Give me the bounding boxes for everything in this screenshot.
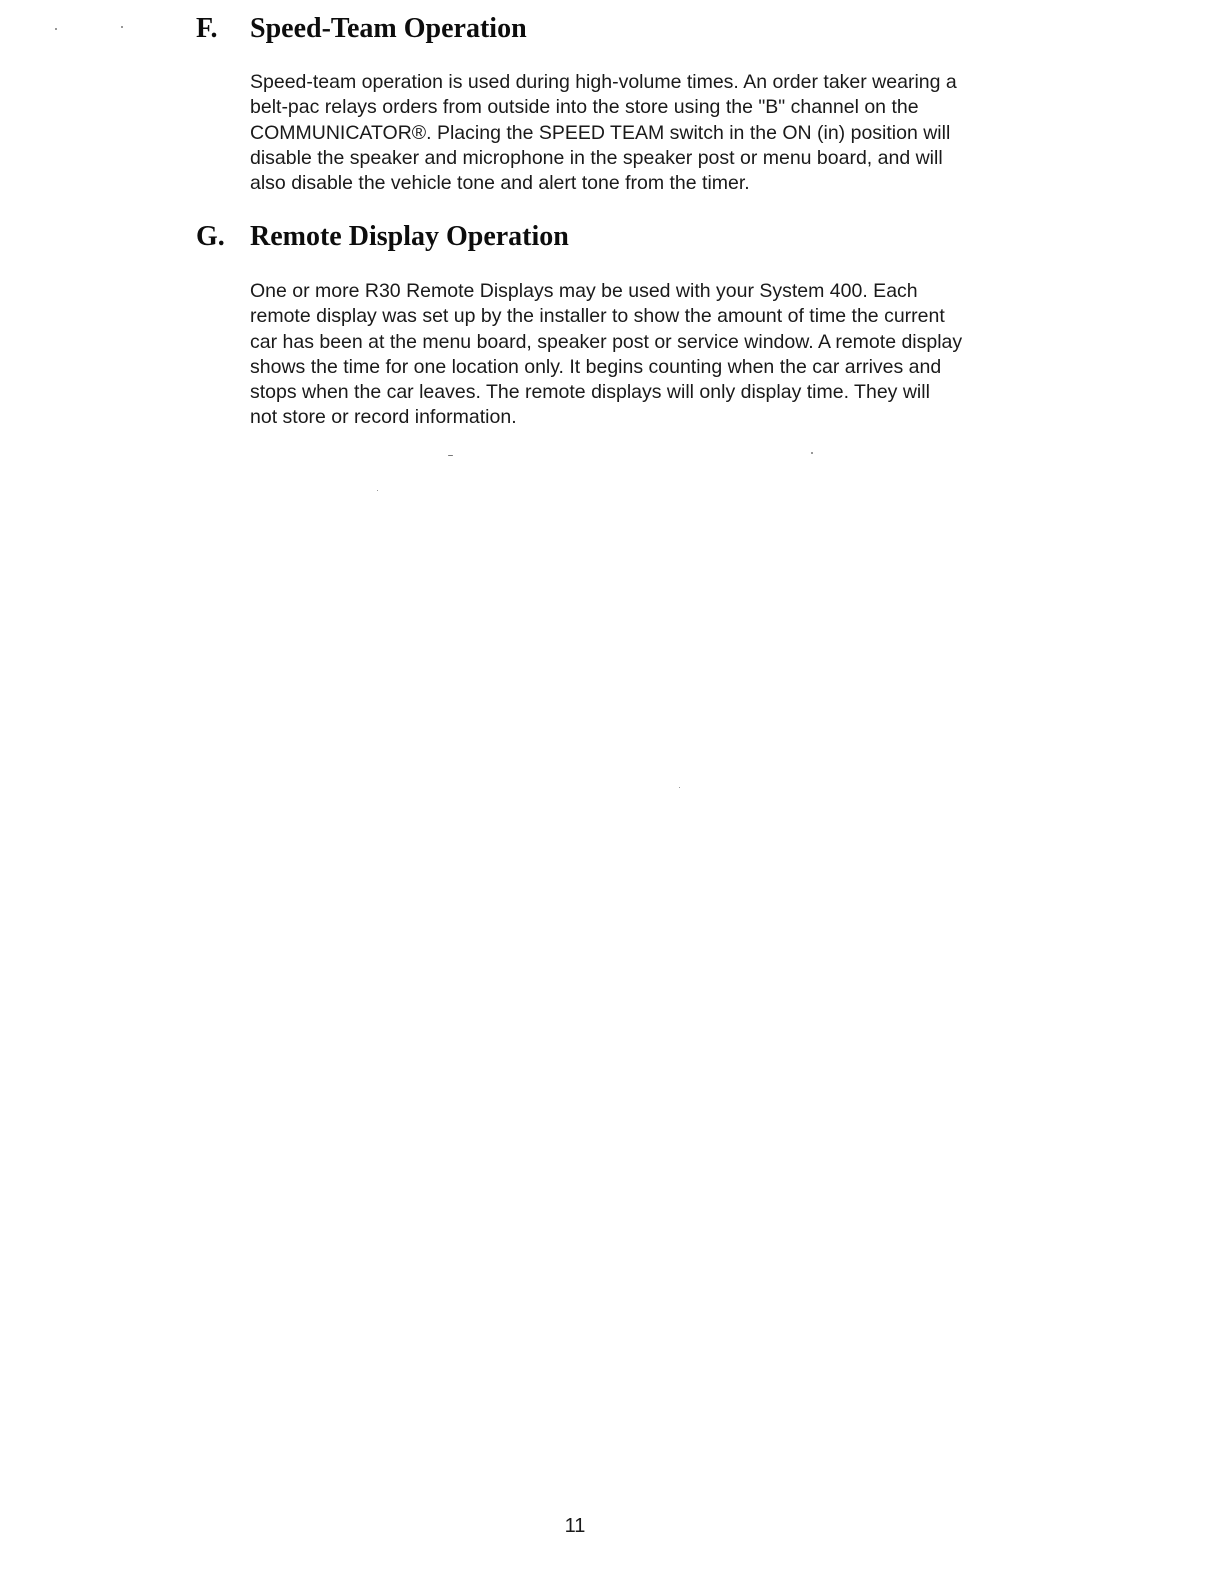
section-heading <box>196 12 527 46</box>
section-heading <box>196 220 569 254</box>
scan-speck <box>55 28 57 30</box>
paragraph-line: stops when the car leaves. The remote displays will only display time. They will <box>250 381 930 404</box>
section-letter: G. <box>196 221 225 252</box>
paragraph-line: remote display was set up by the installer to show the amount of time the current <box>250 305 945 328</box>
paragraph-line: Speed-team operation is used during high-volume times. An order taker wearing a <box>250 71 957 93</box>
page-number: 11 <box>564 1515 586 1537</box>
paragraph-line: One or more R30 Remote Displays may be used with your System 400. Each <box>250 280 918 302</box>
paragraph-line: shows the time for one location only. It begins counting when the car arrives and <box>250 355 942 378</box>
section-letter: F. <box>196 13 218 44</box>
scan-speck <box>377 490 378 491</box>
paragraph-line: disable the speaker and microphone in the speaker post or menu board, and will <box>250 146 943 169</box>
paragraph-line: also disable the vehicle tone and alert tone from the timer. <box>250 172 750 195</box>
section-title: Remote Display Operation <box>250 221 569 252</box>
scan-speck <box>121 26 123 28</box>
paragraph-line: belt-pac relays orders from outside into the store using the "B" channel on the <box>250 96 919 119</box>
scan-speck <box>448 455 453 456</box>
section-title: Speed-Team Operation <box>250 13 527 44</box>
paragraph-line: car has been at the menu board, speaker post or service window. A remote display <box>250 330 963 353</box>
paragraph-line: COMMUNICATOR®. Placing the SPEED TEAM switch in the ON (in) position will <box>250 121 951 144</box>
scan-speck <box>811 452 813 454</box>
paragraph-line: not store or record information. <box>250 406 517 429</box>
scan-speck <box>679 787 680 788</box>
section-paragraph <box>250 70 957 196</box>
section-paragraph <box>250 279 962 431</box>
